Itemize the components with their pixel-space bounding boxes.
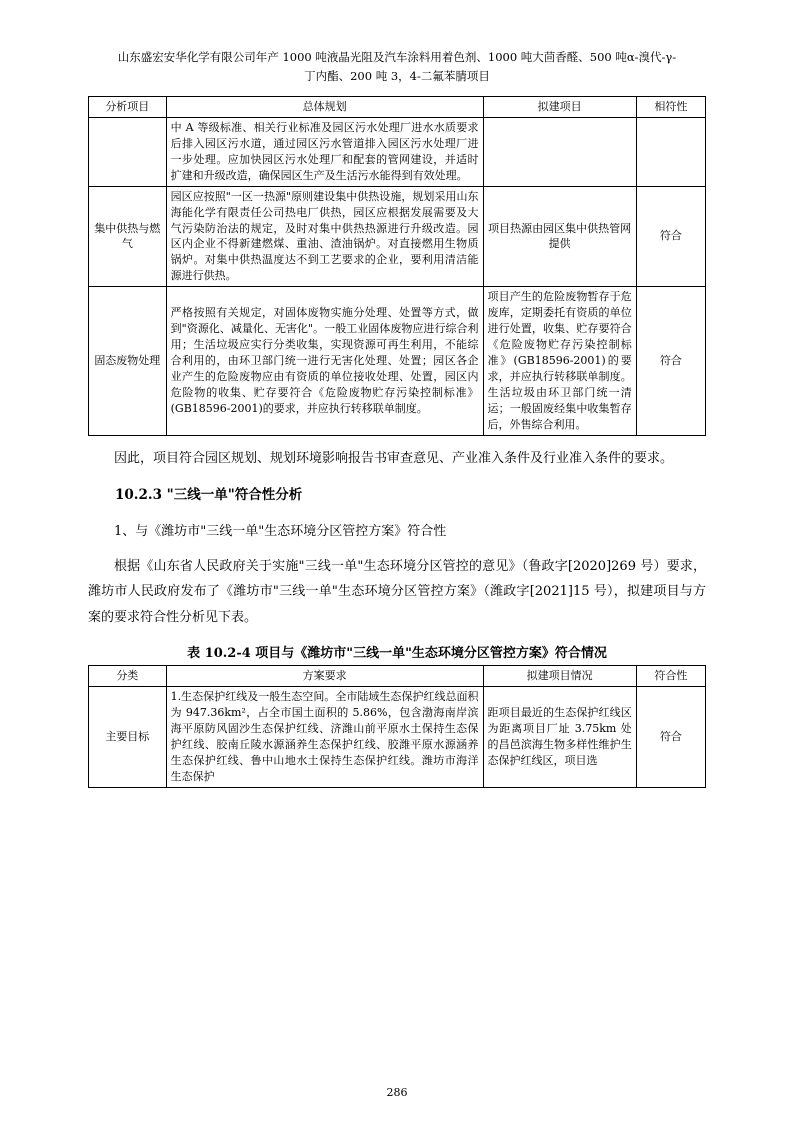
- paragraph-conclusion: 因此，项目符合园区规划、规划环境影响报告书审查意见、产业准入条件及行业准入条件的要求。: [114, 450, 674, 466]
- col-header-analysis-item: 分析项目: [89, 96, 167, 117]
- page-header: [88, 48, 706, 86]
- row-requirement-main-targets: 1.生态保护红线及一般生态空间。全市陆域生态保护红线总面积为 947.36km²，占全市国土面积的 5.86%，包含渤海南岸滨海平原防风固沙生态保护红线、济潍山前平原水土保持生态保护红线、胶南丘陵水源涵养生态保护红线、胶潍平原水源涵养生态保护红线、鲁中山地水土保持生态保护红线。潍坊市海洋生态保护: [166, 686, 483, 787]
- col-header-project-status: 拟建项目情况: [483, 666, 636, 687]
- row-label-solid-waste: 固态废物处理: [89, 287, 167, 435]
- row-label-heating-gas: 集中供热与燃气: [89, 186, 167, 287]
- col-header-plan-requirement: 方案要求: [166, 666, 483, 687]
- row-plan-continued: 中 A 等级标准、相关行业标准及园区污水处理厂进水水质要求后排入园区污水道，通过园区污水管道排入园区污水处理厂进一步处理。应加快园区污水处理厂和配套的管网建设，并适时扩建和升级改造，确保园区生产及生活污水能得到有效处理。: [166, 117, 483, 186]
- row-conform-main-targets: 符合: [636, 686, 705, 787]
- section-heading-10-2-3: 10.2.3 "三线一单"符合性分析: [115, 487, 303, 504]
- table-row: [89, 686, 706, 787]
- col-header-category: 分类: [89, 666, 167, 687]
- paragraph-policy-basis: 根据《山东省人民政府关于实施"三线一单"生态环境分区管控的意见》（鲁政字[2020]269 号）要求，潍坊市人民政府发布了《潍坊市"三线一单"生态环境分区管控方案》（潍政字[2021]15 号），拟建项目与方案的要求符合性分析见下表。: [88, 559, 706, 625]
- col-header-proposed-project: 拟建项目: [483, 96, 636, 117]
- header-line-2: 丁内酯、200 吨 3，4-二氟苯腈项目: [304, 68, 490, 83]
- row-label-main-targets: 主要目标: [89, 686, 167, 787]
- row-project-heating-gas: 项目热源由园区集中供热管网提供: [483, 186, 636, 287]
- row-project-continued: [483, 117, 636, 186]
- header-line-1: 山东盛宏安华化学有限公司年产 1000 吨液晶光阻及汽车涂料用着色剂、1000 吨大茴香醛、500 吨α-溴代-γ-: [117, 50, 677, 64]
- table-row: [89, 186, 706, 287]
- row-conform-solid-waste: 符合: [636, 287, 705, 435]
- page-number: 286: [386, 1086, 408, 1099]
- table-caption-10-2-4: 表 10.2-4 项目与《潍坊市"三线一单"生态环境分区管控方案》符合情况: [187, 646, 607, 662]
- table-header-row: [89, 96, 706, 117]
- row-plan-solid-waste: 严格按照有关规定，对固体废物实施分处理、处置等方式，做到"资源化、减量化、无害化"。一般工业固体废物应进行综合利用；生活垃圾应实行分类收集，实现资源可再生利用，不能综合利用的，由环卫部门统一进行无害化处理、处置；园区各企业产生的危险废物应由有资质的单位接收处理、处置，园区内危险物的收集、贮存要符合《危险废物贮存污染控制标准》(GB18596-2001)的要求，并应执行转移联单制度。: [166, 287, 483, 435]
- row-project-main-targets: 距项目最近的生态保护红线区为距离项目厂址 3.75km 处的昌邑滨海生物多样性维护生态保护红线区，项目选: [483, 686, 636, 787]
- row-label-continued: [89, 117, 167, 186]
- col-header-conformity: 相符性: [636, 96, 705, 117]
- row-plan-heating-gas: 园区应按照"一区一热源"原则建设集中供热设施，规划采用山东海能化学有限责任公司热电厂供热，园区应根据发展需要及大气污染防治法的规定，及时对集中供热热源进行升级改造。园区内企业不得新建燃煤、重油、渣油锅炉。对直接燃用生物质锅炉。对集中供热温度达不到工艺要求的企业，要利用清洁能源进行供热。: [166, 186, 483, 287]
- row-conform-continued: [636, 117, 705, 186]
- table-row: [89, 117, 706, 186]
- row-conform-heating-gas: 符合: [636, 186, 705, 287]
- compliance-table-bottom: [88, 665, 706, 788]
- table-row: [89, 287, 706, 435]
- row-project-solid-waste: 项目产生的危险废物暂存于危废库，定期委托有资质的单位进行处置，收集、贮存要符合《危险废物贮存污染控制标准》(GB18596-2001)的要求，并应执行转移联单制度。生活垃圾由环卫部门统一清运；一般固废经集中收集暂存后，外售综合利用。: [483, 287, 636, 435]
- col-header-overall-plan: 总体规划: [166, 96, 483, 117]
- table-header-row: [89, 666, 706, 687]
- paragraph-item-1: 1、与《潍坊市"三线一单"生态环境分区管控方案》符合性: [114, 523, 447, 539]
- compliance-table-top: [88, 96, 706, 436]
- col-header-conformity: 符合性: [636, 666, 705, 687]
